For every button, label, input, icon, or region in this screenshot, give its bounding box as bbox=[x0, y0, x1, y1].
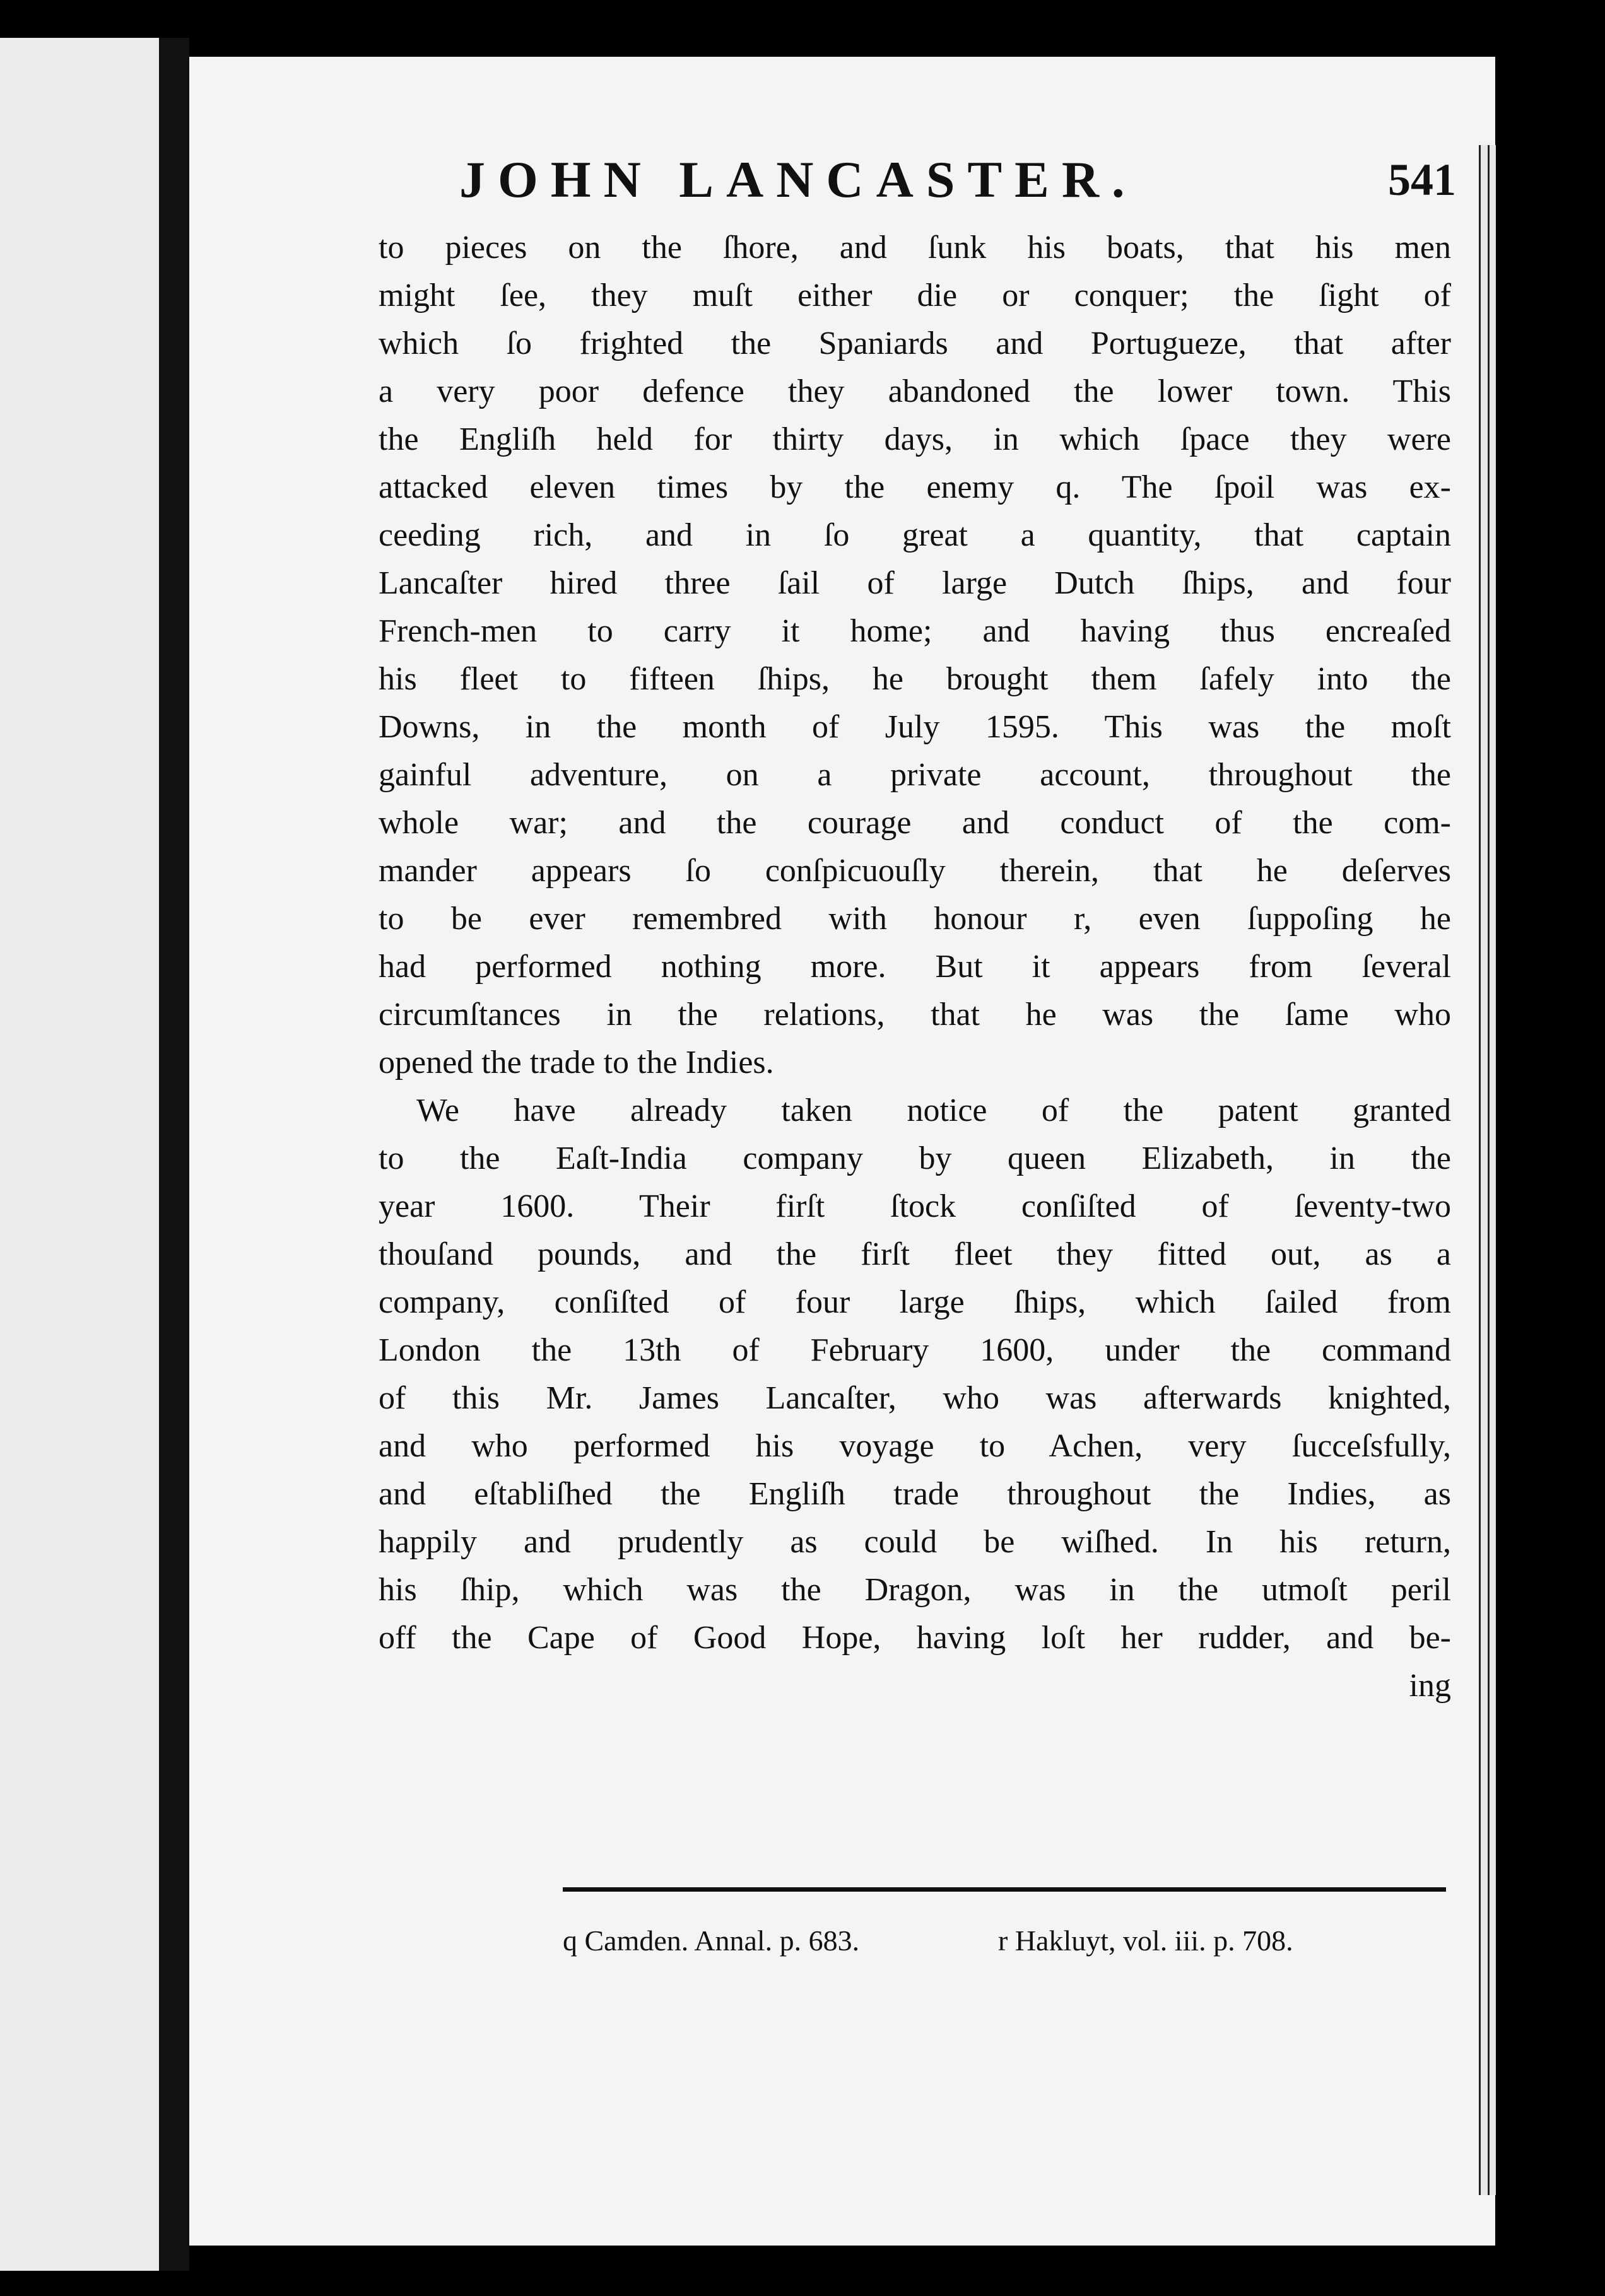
page-edge-2 bbox=[1488, 145, 1496, 2195]
page-number: 541 bbox=[1388, 154, 1456, 205]
text-line: to be ever remembred with honour r, even ſuppoſing he bbox=[379, 901, 1451, 937]
text-line: had performed nothing more. But it appears from ſeveral bbox=[379, 949, 1451, 985]
text-line: might ſee, they muſt either die or conquer; the ſight of bbox=[379, 278, 1451, 313]
text-line: his fleet to fifteen ſhips, he brought them ſafely into the bbox=[379, 661, 1451, 697]
text-line: circumſtances in the relations, that he was the ſame who bbox=[379, 997, 1451, 1033]
text-line: of this Mr. James Lancaſter, who was afterwards knighted, bbox=[379, 1380, 1451, 1416]
text-line: attacked eleven times by the enemy q. The ſpoil was ex- bbox=[379, 469, 1451, 505]
page-title: JOHN LANCASTER. bbox=[459, 151, 1138, 208]
text-line: Lancaſter hired three ſail of large Dutch ſhips, and four bbox=[379, 565, 1451, 601]
text-line: gainful adventure, on a private account, throughout the bbox=[379, 757, 1451, 793]
text-line: London the 13th of February 1600, under the command bbox=[379, 1332, 1451, 1368]
text-line: year 1600. Their firſt ſtock conſiſted of ſeventy-two bbox=[379, 1188, 1451, 1224]
text-line: to the Eaſt-India company by queen Elizabeth, in the bbox=[379, 1140, 1451, 1176]
text-line: Downs, in the month of July 1595. This was the moſt bbox=[379, 709, 1451, 745]
book-page bbox=[189, 57, 1495, 2246]
text-line: a very poor defence they abandoned the lower town. This bbox=[379, 373, 1451, 409]
footnote-q: q Camden. Annal. p. 683. bbox=[563, 1924, 860, 1957]
book-gutter bbox=[159, 38, 189, 2271]
footnote-r: r Hakluyt, vol. iii. p. 708. bbox=[998, 1924, 1293, 1957]
text-line: happily and prudently as could be wiſhed. In his return, bbox=[379, 1524, 1451, 1560]
text-line: ceeding rich, and in ſo great a quantity, that captain bbox=[379, 517, 1451, 553]
text-line: company, conſiſted of four large ſhips, which ſailed from bbox=[379, 1284, 1451, 1320]
text-line: to pieces on the ſhore, and ſunk his boats, that his men bbox=[379, 230, 1451, 266]
text-line: his ſhip, which was the Dragon, was in the utmoſt peril bbox=[379, 1572, 1451, 1608]
page-edge-1 bbox=[1479, 145, 1487, 2195]
text-line: and eſtabliſhed the Engliſh trade throughout the Indies, as bbox=[379, 1476, 1451, 1512]
text-line: thouſand pounds, and the firſt fleet they fitted out, as a bbox=[379, 1236, 1451, 1272]
catchword: ing bbox=[1409, 1668, 1451, 1704]
text-line: French-men to carry it home; and having thus encreaſed bbox=[379, 613, 1451, 649]
text-line: which ſo frighted the Spaniards and Portugueze, that after bbox=[379, 325, 1451, 361]
facing-page-edge bbox=[0, 38, 159, 2271]
text-line: whole war; and the courage and conduct of the com- bbox=[379, 805, 1451, 841]
running-head bbox=[459, 145, 1456, 214]
text-line: mander appears ſo conſpicuouſly therein, that he deſerves bbox=[379, 853, 1451, 889]
text-line: and who performed his voyage to Achen, very ſucceſsfully, bbox=[379, 1428, 1451, 1464]
text-line: off the Cape of Good Hope, having loſt her rudder, and be- bbox=[379, 1620, 1451, 1656]
body-text bbox=[379, 224, 1451, 1710]
footnote-rule bbox=[563, 1887, 1446, 1892]
text-line: opened the trade to the Indies. bbox=[379, 1045, 774, 1081]
paragraph-start-line: We have already taken notice of the patent granted bbox=[416, 1092, 1451, 1128]
text-line: the Engliſh held for thirty days, in which ſpace they were bbox=[379, 421, 1451, 457]
